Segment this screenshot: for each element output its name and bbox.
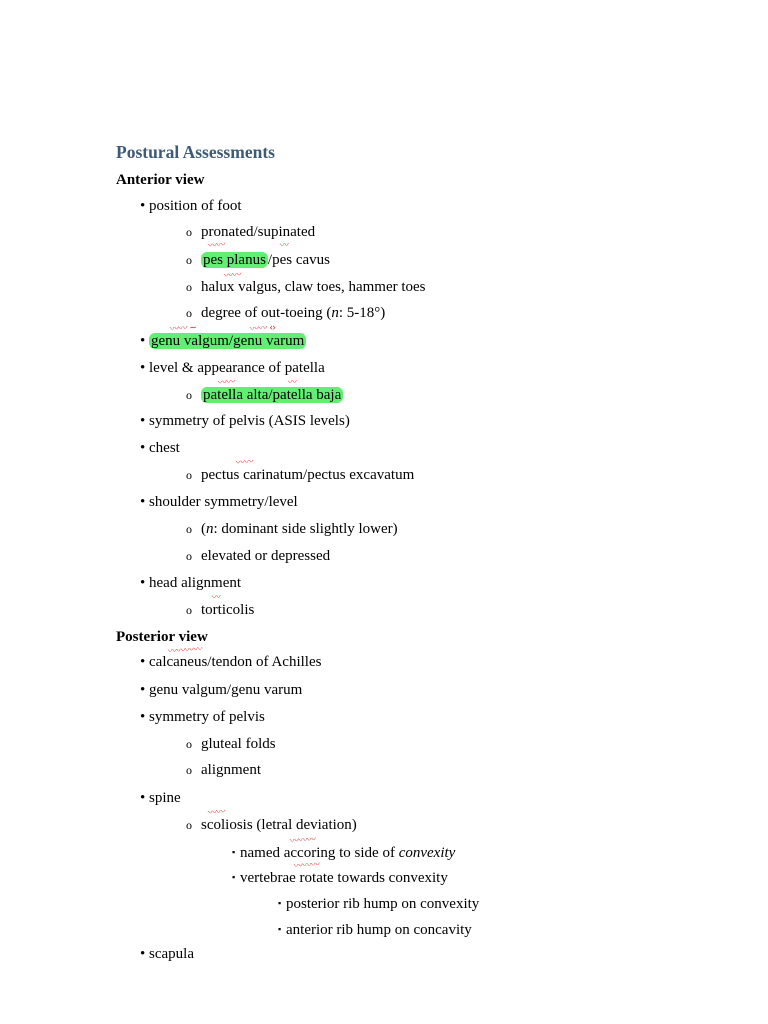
section-heading-anterior: Anterior view [116, 172, 205, 188]
list-item: • symmetry of pelvis [140, 708, 265, 726]
list-item: • calcaneus/tendon of Achilles [140, 653, 321, 671]
list-item: o scoliosis (letral deviation) [186, 817, 357, 833]
handwritten-annotation: 〰〰 ~ [169, 323, 197, 335]
highlighted-text: pes planus [203, 252, 266, 268]
list-item: o pes planus /pes cavus [186, 252, 330, 268]
handwritten-annotation: 〰〰 [217, 377, 236, 389]
list-item: o patella alta/patella baja [186, 387, 342, 403]
highlighted-text: patella alta/patella baja [203, 387, 342, 403]
handwritten-annotation: 〰 [279, 240, 289, 252]
list-item: o pectus carinatum/pectus excavatum [186, 467, 415, 483]
handwritten-annotation: 〰〰 [223, 270, 242, 282]
list-item: o alignment [186, 762, 261, 778]
list-item: • genu valgum/genu varum [140, 681, 302, 699]
highlighted-text: genu valgum/genu varum [151, 333, 305, 349]
list-item: • head alignment [140, 574, 241, 592]
handwritten-annotation: 〰〰〰 [293, 860, 320, 872]
section-heading-posterior: Posterior view [116, 629, 208, 645]
handwritten-annotation: 〰〰 [207, 807, 226, 819]
list-item: o degree of out-toeing (n: 5-18°) [186, 305, 386, 321]
handwritten-annotation: 〰〰 [235, 457, 254, 469]
list-item: ▪ posterior rib hump on convexity [278, 896, 480, 912]
list-item: • level & appearance of patella [140, 359, 325, 377]
list-item: • scapula [140, 945, 194, 963]
list-item: • spine [140, 789, 181, 807]
page-title: Postural Assessments [116, 142, 275, 162]
handwritten-annotation: 〰〰 ‹› [249, 323, 276, 335]
list-item: o elevated or depressed [186, 548, 331, 564]
handwritten-annotation: 〰〰〰〰 [167, 644, 203, 658]
handwritten-annotation: 〰〰 [207, 240, 226, 252]
list-item: • position of foot [140, 197, 242, 215]
list-item: • shoulder symmetry/level [140, 493, 298, 511]
list-item: • chest [140, 439, 180, 457]
list-item: o pronated/supinated [186, 224, 316, 240]
list-item: ▪ vertebrae rotate towards convexity [232, 870, 448, 886]
list-item [140, 332, 306, 350]
list-item: • symmetry of pelvis (ASIS levels) [140, 412, 350, 430]
handwritten-annotation: 〰〰〰 [289, 835, 316, 847]
list-item: ▪ anterior rib hump on concavity [278, 922, 472, 938]
handwritten-annotation: 〰 [287, 377, 297, 389]
list-item: o torticolis [186, 602, 255, 618]
list-item: o gluteal folds [186, 736, 276, 752]
list-item: o (n: dominant side slightly lower) [186, 521, 398, 537]
handwritten-annotation: 〰 [211, 592, 221, 604]
list-item: o halux valgus, claw toes, hammer toes [186, 279, 426, 295]
list-item: ▪ named accoring to side of convexity [232, 845, 456, 861]
